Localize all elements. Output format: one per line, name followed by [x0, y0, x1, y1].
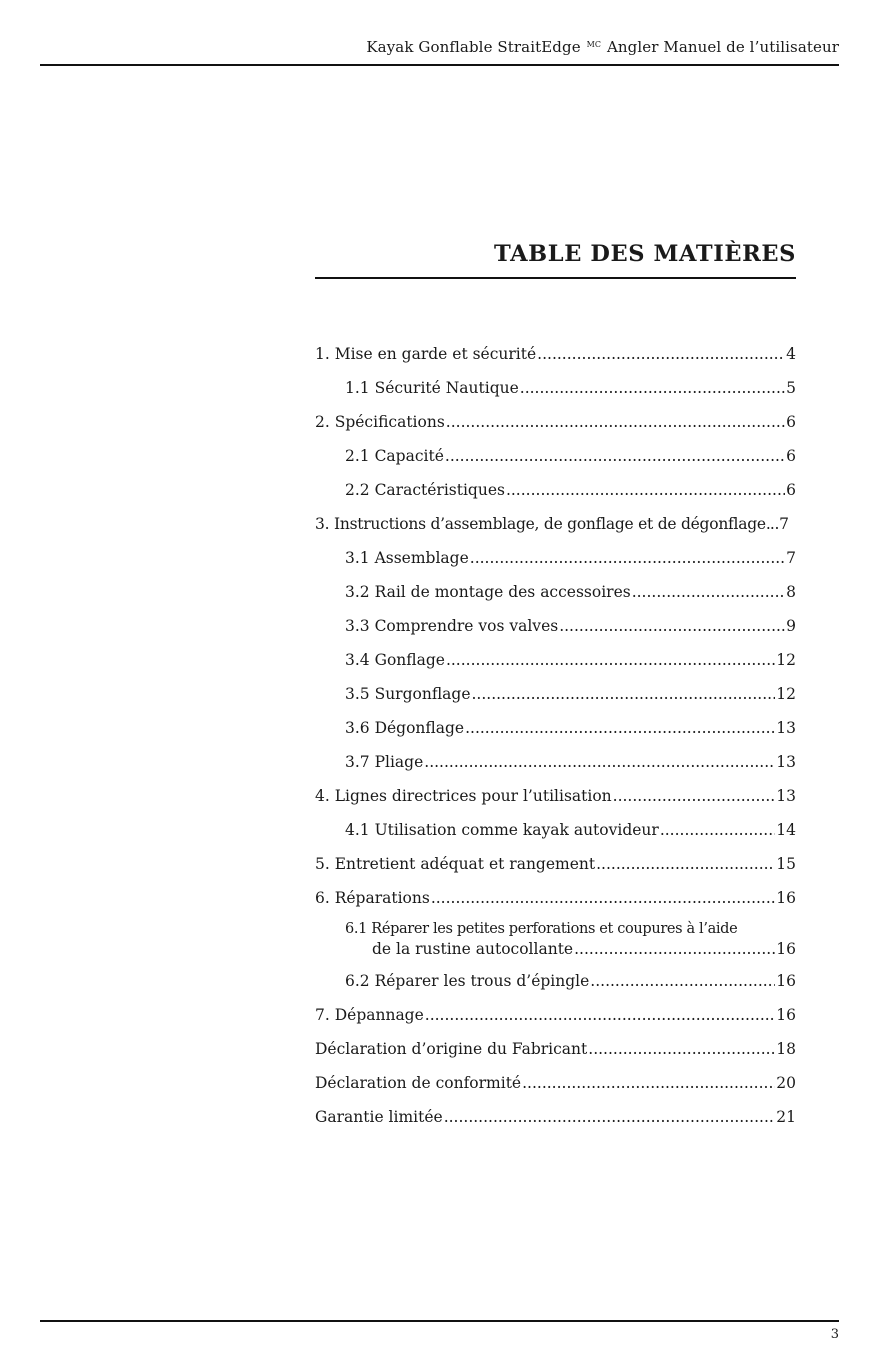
page-header [40, 30, 839, 66]
toc-entry-page: 13 [776, 719, 796, 737]
toc-entry-page: ..7 [769, 515, 789, 533]
toc-entry-page: 6 [786, 447, 796, 465]
toc-entry-label: 3.3 Comprendre vos valves [345, 617, 559, 635]
toc-leader [574, 939, 775, 959]
toc-entry-page: 5 [786, 379, 796, 397]
toc-entry-page: 12 [776, 685, 796, 703]
toc-entry-page: 8 [786, 583, 796, 601]
page-number: 3 [830, 1327, 839, 1342]
toc-entry[interactable] [345, 650, 796, 672]
toc-leader [506, 480, 785, 500]
toc-entry-label: 5. Entretient adéquat et rangement [315, 855, 596, 873]
toc-leader [465, 718, 775, 738]
toc-entry-label: Déclaration d’origine du Fabricant [315, 1040, 588, 1058]
toc-entry-label: 2.1 Capacité [345, 447, 444, 465]
toc-leader [660, 820, 775, 840]
toc-entry-label: Déclaration de conformité [315, 1074, 522, 1092]
toc-leader [590, 971, 775, 991]
toc-entry-page: 20 [776, 1074, 796, 1092]
toc-entry[interactable] [315, 514, 796, 536]
document-title-main: Kayak Gonflable StraitEdge [366, 38, 581, 56]
toc-entry-label: 2.2 Caractéristiques [345, 481, 505, 499]
toc-entry[interactable] [345, 616, 796, 638]
toc-entry-label: 6.2 Réparer les trous d’épingle [345, 972, 590, 990]
toc-entry-label: 3.5 Surgonflage [345, 685, 471, 703]
toc-leader [446, 412, 785, 432]
toc-entry[interactable] [345, 752, 796, 774]
toc-entry[interactable] [315, 786, 796, 808]
toc-entry-page: 13 [776, 787, 796, 805]
toc-entry[interactable] [315, 1005, 796, 1027]
toc-entry-label: 6. Réparations [315, 889, 430, 907]
toc-entry-page: 15 [776, 855, 796, 873]
toc-leader [522, 1073, 775, 1093]
toc-entry[interactable] [345, 919, 796, 959]
toc-entry-label: 3.7 Pliage [345, 753, 424, 771]
toc-leader [596, 854, 775, 874]
toc-entry-page: 14 [776, 821, 796, 839]
toc-entry-page: 13 [776, 753, 796, 771]
toc-entry-label-line2: de la rustine autocollante [372, 940, 574, 958]
toc-entry-page: 12 [776, 651, 796, 669]
toc-entry-page: 6 [786, 413, 796, 431]
toc-entry-page: 16 [776, 940, 796, 958]
toc-entry-page: 21 [776, 1108, 796, 1126]
toc-entry-label: 1. Mise en garde et sécurité [315, 345, 537, 363]
toc-entry-label-line1: 6.1 Réparer les petites perforations et coupures à l’aide [345, 921, 738, 937]
toc-entry-label: 1.1 Sécurité Nautique [345, 379, 519, 397]
toc-leader [472, 684, 776, 704]
toc-leader [559, 616, 785, 636]
toc-entry-page: 16 [776, 1006, 796, 1024]
toc-entry[interactable] [315, 1039, 796, 1061]
toc-entry-page: 6 [786, 481, 796, 499]
toc-entry-page: 16 [776, 972, 796, 990]
toc-entry[interactable] [315, 1107, 796, 1129]
toc-entry-label: 3.6 Dégonflage [345, 719, 465, 737]
toc-entry[interactable] [345, 582, 796, 604]
toc-entry-page: 9 [786, 617, 796, 635]
toc-entry-label: 3. Instructions d’assemblage, de gonflage et de dégonflage [315, 515, 766, 533]
toc-entry-label: Garantie limitée [315, 1108, 443, 1126]
toc-leader [431, 888, 775, 908]
toc-entry-page: 18 [776, 1040, 796, 1058]
toc-entry-label: 3.4 Gonflage [345, 651, 445, 669]
toc-entry[interactable] [345, 684, 796, 706]
document-title [366, 38, 839, 56]
toc-entry-label: 4.1 Utilisation comme kayak autovideur [345, 821, 659, 839]
document-title-suffix: Angler Manuel de l’utilisateur [606, 38, 839, 56]
toc-leader [425, 1005, 775, 1025]
toc-entry[interactable] [345, 446, 796, 468]
toc-leader [588, 1039, 775, 1059]
toc-entry[interactable] [345, 480, 796, 502]
toc-entry[interactable] [345, 718, 796, 740]
toc-entry-label: 3.1 Assemblage [345, 549, 469, 567]
toc-leader [520, 378, 785, 398]
trademark-mark: MC [586, 40, 602, 49]
toc-heading-rule [315, 277, 796, 279]
toc-leader [632, 582, 785, 602]
toc-entry-page: 4 [786, 345, 796, 363]
toc-entry-label: 7. Dépannage [315, 1006, 424, 1024]
toc-entry-page: 7 [786, 549, 796, 567]
toc-entry-label: 2. Spécifications [315, 413, 445, 431]
toc-entry[interactable] [315, 888, 796, 910]
toc-leader [424, 752, 775, 772]
toc-entry-label: 3.2 Rail de montage des accessoires [345, 583, 631, 601]
toc-entry-page: 16 [776, 889, 796, 907]
footer-rule [40, 1320, 839, 1322]
toc-leader [470, 548, 785, 568]
toc-heading: TABLE DES MATIÈRES [494, 241, 796, 267]
toc-leader [445, 446, 785, 466]
toc-entry[interactable] [315, 1073, 796, 1095]
toc-entry[interactable] [315, 344, 796, 366]
toc-entry[interactable] [315, 412, 796, 434]
toc-entry[interactable] [345, 820, 796, 842]
toc-leader [537, 344, 785, 364]
toc-entry[interactable] [345, 548, 796, 570]
toc-leader [444, 1107, 776, 1127]
toc-entry[interactable] [345, 378, 796, 400]
toc-entry[interactable] [315, 854, 796, 876]
toc-entry-label-line2-row [345, 939, 796, 959]
toc-entry[interactable] [345, 971, 796, 993]
toc-leader [446, 650, 775, 670]
toc-leader [613, 786, 776, 806]
toc-entry-label: 4. Lignes directrices pour l’utilisation [315, 787, 612, 805]
